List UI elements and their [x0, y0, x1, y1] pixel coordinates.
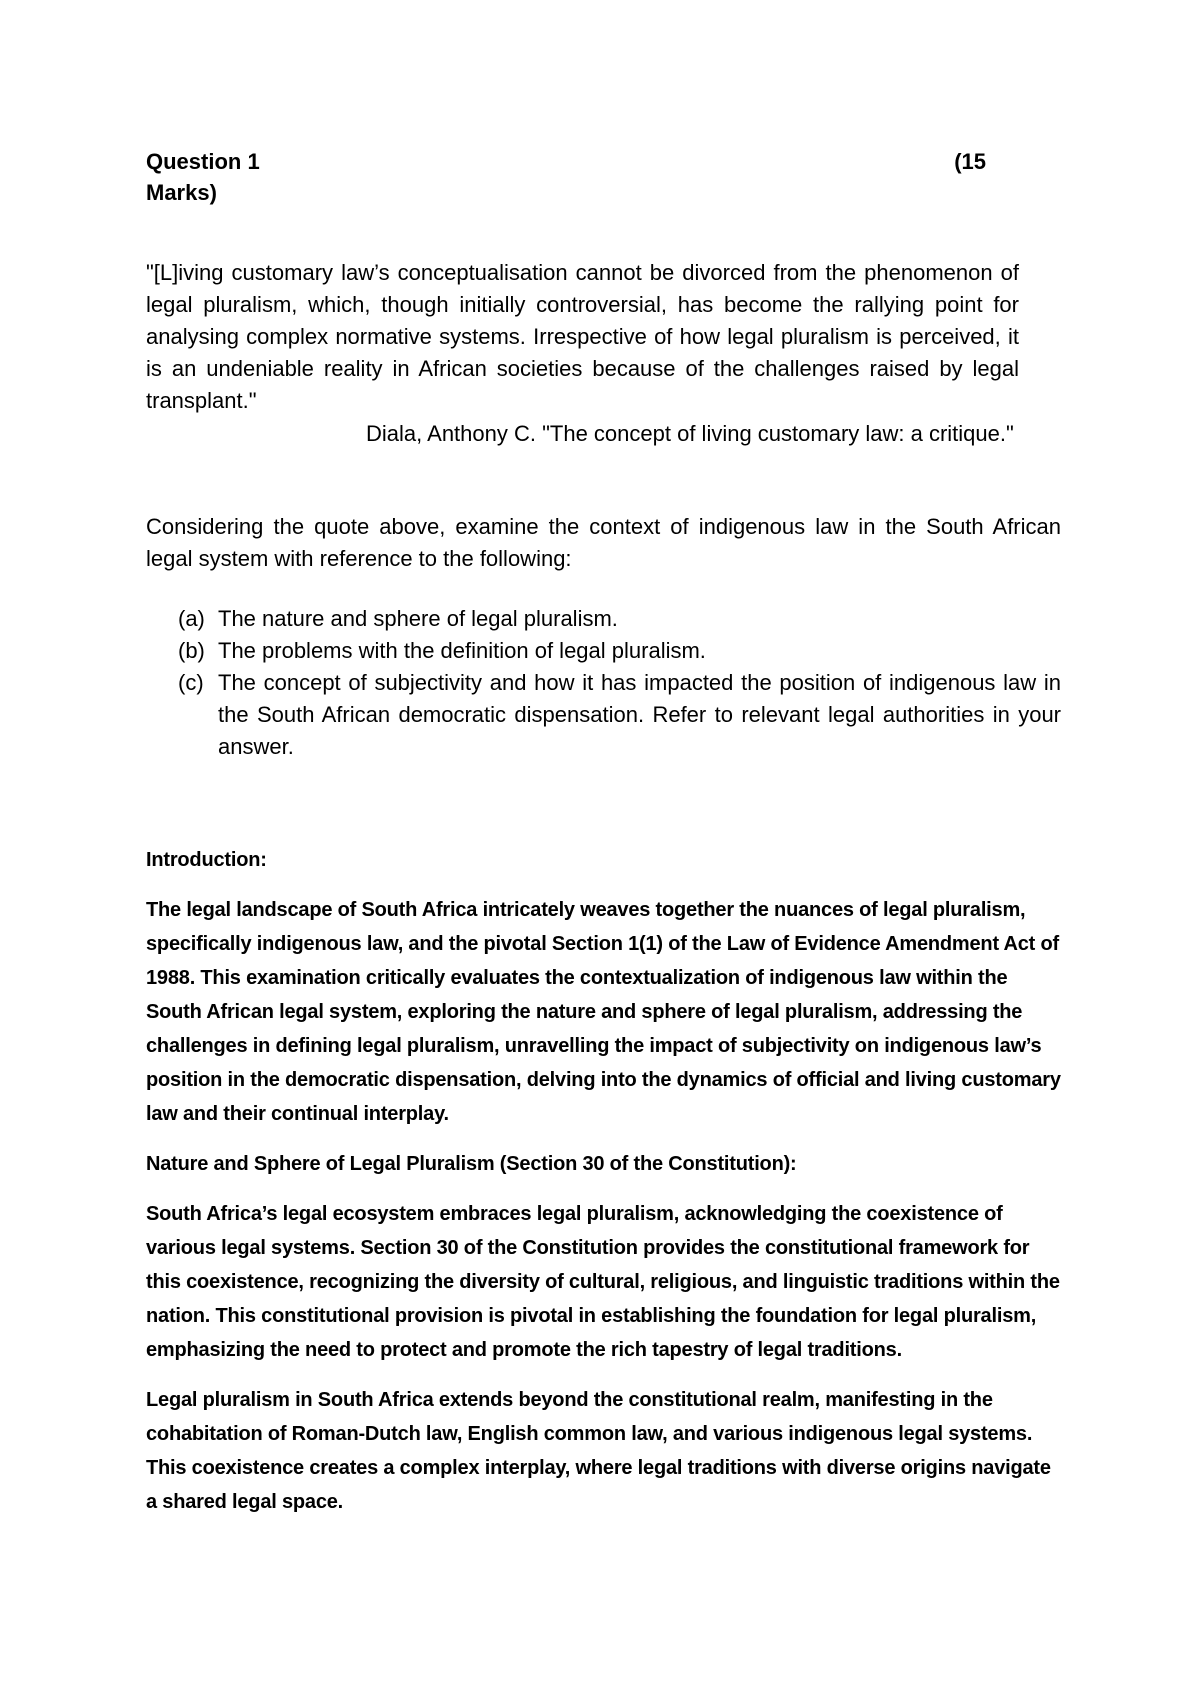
question-item-a — [178, 603, 1061, 635]
question-header — [146, 146, 986, 208]
question-item-b — [178, 635, 1061, 667]
introduction-heading: Introduction: — [146, 849, 267, 871]
question-instruction-block — [146, 511, 1061, 575]
question-item-text: The nature and sphere of legal pluralism. — [218, 606, 618, 631]
quote-citation-block — [366, 418, 1061, 450]
question-marks-close: Marks) — [146, 180, 217, 205]
question-item-c — [178, 667, 1061, 763]
quote-citation: Diala, Anthony C. "The concept of living customary law: a critique." — [366, 421, 1014, 446]
question-item-label: (a) — [178, 606, 205, 631]
question-marks-open: (15 — [954, 149, 986, 174]
quote-block — [146, 257, 1019, 417]
quote-text: "[L]iving customary law’s conceptualisation cannot be divorced from the phenomenon of legal pluralism, which, though initially controversial, has become the rallying point for analysing complex normative systems. Irrespective of how legal pluralism is perceived, it is an undeniable reality in African societies because of the challenges raised by legal transplant." — [146, 260, 1019, 413]
answer-section — [146, 843, 1061, 1535]
question-item-text: The problems with the definition of legal pluralism. — [218, 638, 706, 663]
question-instruction: Considering the quote above, examine the context of indigenous law in the South African legal system with reference to the following: — [146, 514, 1061, 571]
question-item-label: (c) — [178, 670, 204, 695]
question-title: Question 1 — [146, 149, 260, 174]
question-items-list — [178, 603, 1061, 763]
section-body-paragraph-1: South Africa’s legal ecosystem embraces legal pluralism, acknowledging the coexistence of various legal systems. Section 30 of the Constitution provides the constitutional framework for this coexistence, recognizing the diversity of cultural, religious, and linguistic traditions within the nation. This constitutional provision is pivotal in establishing the foundation for legal pluralism, emphasizing the need to protect and promote the rich tapestry of legal traditions. — [146, 1203, 1060, 1361]
section-heading: Nature and Sphere of Legal Pluralism (Section 30 of the Constitution): — [146, 1153, 797, 1175]
section-body-paragraph-2: Legal pluralism in South Africa extends beyond the constitutional realm, manifesting in the cohabitation of Roman-Dutch law, English common law, and various indigenous legal systems. This coexistence creates a complex interplay, where legal traditions with diverse origins navigate a shared legal space. — [146, 1389, 1051, 1513]
question-item-label: (b) — [178, 638, 205, 663]
introduction-body: The legal landscape of South Africa intricately weaves together the nuances of legal pluralism, specifically indigenous law, and the pivotal Section 1(1) of the Law of Evidence Amendment Act of 1988. This examination critically evaluates the contextualization of indigenous law within the South African legal system, exploring the nature and sphere of legal pluralism, addressing the challenges in defining legal pluralism, unravelling the impact of subjectivity on indigenous law’s position in the democratic dispensation, delving into the dynamics of official and living customary law and their continual interplay. — [146, 899, 1061, 1125]
question-item-text: The concept of subjectivity and how it has impacted the position of indigenous law in the South African democratic dispensation. Refer to relevant legal authorities in your answer. — [218, 670, 1061, 759]
